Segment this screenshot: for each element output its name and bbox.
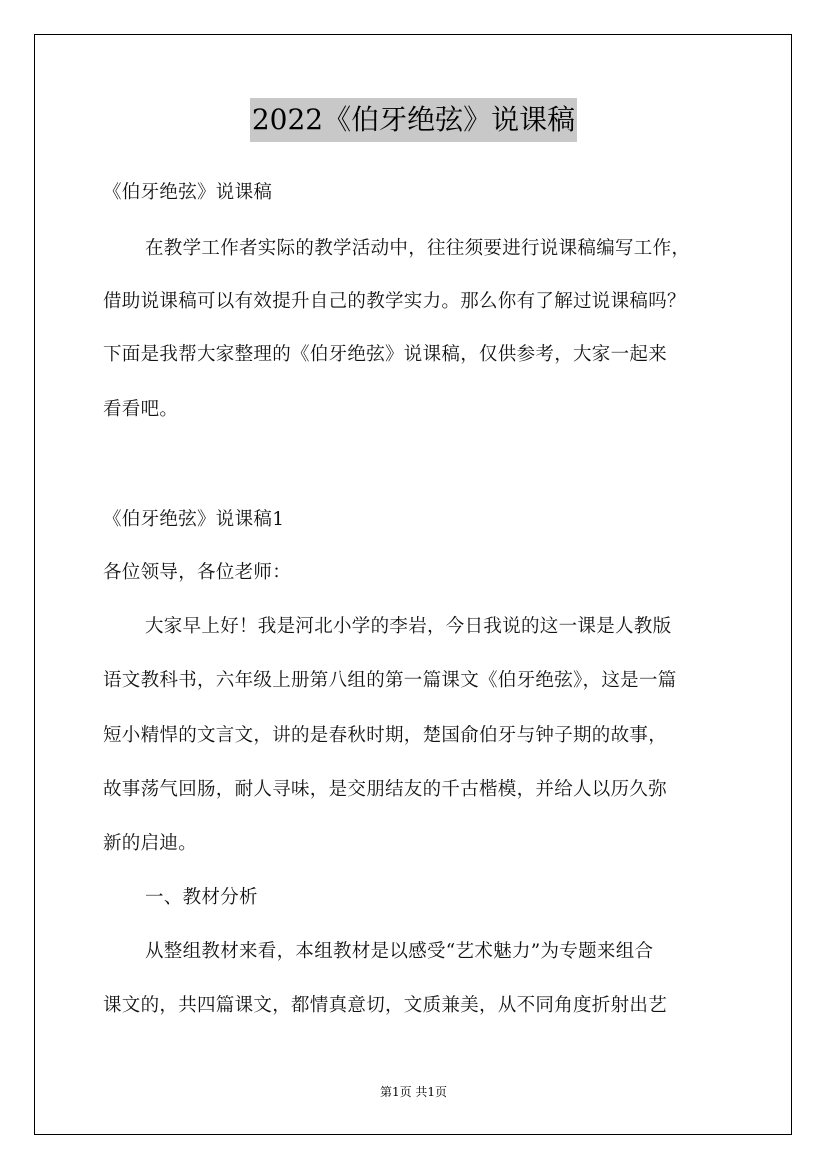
page-footer: 第1页 共1页 (379, 1085, 448, 1099)
subsection-heading: 一、教材分析 (145, 887, 258, 908)
paragraph-line: 下面是我帮大家整理的《伯牙绝弦》说课稿，仅供参考，大家一起来 (103, 344, 668, 365)
paragraph-line: 从整组教材来看，本组教材是以感受“艺术魅力”为专题来组合 (145, 941, 654, 962)
paragraph-line: 借助说课稿可以有效提升自己的教学实力。那么你有了解过说课稿吗？ (103, 291, 686, 312)
greeting-line: 各位领导，各位老师： (103, 562, 292, 583)
subtitle: 《伯牙绝弦》说课稿 (103, 182, 273, 203)
paragraph-line: 新的启迪。 (103, 833, 198, 854)
paragraph-line: 在教学工作者实际的教学活动中，往往须要进行说课稿编写工作， (145, 238, 691, 259)
paragraph-line: 课文的，共四篇课文，都情真意切，文质兼美，从不同角度折射出艺 (103, 995, 668, 1016)
paragraph-line: 语文教科书，六年级上册第八组的第一篇课文《伯牙绝弦》，这是一篇 (103, 670, 677, 691)
title-container (0, 98, 827, 142)
paragraph-line: 看看吧。 (103, 399, 179, 420)
document-title: 2022《伯牙绝弦》说课稿 (250, 98, 577, 142)
section-heading: 《伯牙绝弦》说课稿1 (103, 509, 285, 530)
paragraph-line: 短小精悍的文言文，讲的是春秋时期，楚国俞伯牙与钟子期的故事， (103, 725, 668, 746)
paragraph-line: 故事荡气回肠，耐人寻味，是交朋结友的千古楷模，并给人以历久弥 (103, 779, 668, 800)
paragraph-line: 大家早上好！我是河北小学的李岩，今日我说的这一课是人教版 (145, 616, 672, 637)
